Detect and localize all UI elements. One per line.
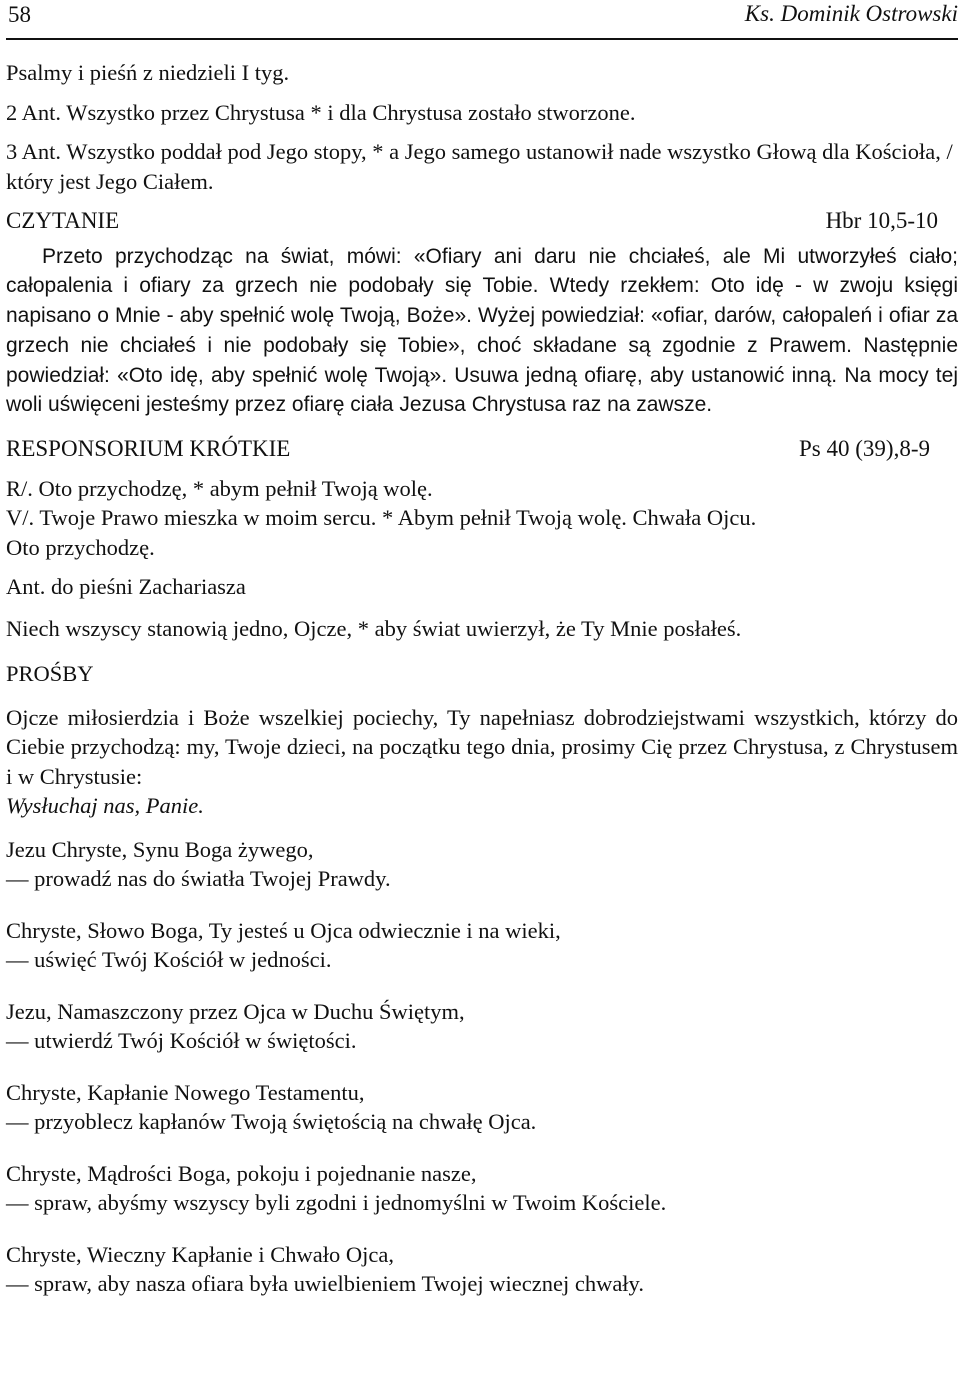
- antiphon-3: 3 Ant. Wszystko poddał pod Jego stopy, * a Jego samego ustanowił nade wszystko Głową dla Kościoła, / który jest Jego Ciałem.: [6, 139, 953, 194]
- intercession-answer: — uświęć Twój Kościół w jedności.: [6, 947, 332, 973]
- responsory-closing: Oto przychodzę.: [6, 534, 155, 560]
- intercessions-intro: Ojcze miłosierdzia i Boże wszelkiej pociechy, Ty napełniasz dobrodziejstwami wszystkich, którzy do Ciebie przychodzą: my, Twoje dzieci, na początku tego dnia, prosimy Cię przez Chrystusa, z Chrystusem i w Chrystusie:: [6, 704, 958, 789]
- reading-heading-row: [6, 206, 958, 236]
- intercession-call: Chryste, Mądrości Boga, pokoju i pojednanie nasze,: [6, 1160, 477, 1186]
- page-content: [6, 58, 958, 1299]
- page-header: [6, 0, 958, 40]
- intercession-item: [6, 1240, 958, 1299]
- intercession-answer: — prowadź nas do światła Twojej Prawdy.: [6, 866, 391, 892]
- intercession-call: Jezu Chryste, Synu Boga żywego,: [6, 836, 314, 862]
- intercession-answer: — przyoblecz kapłanów Twoją świętością na chwałę Ojca.: [6, 1109, 537, 1135]
- intercessions-heading: PROŚBY: [6, 661, 94, 687]
- intercession-call: Chryste, Wieczny Kapłanie i Chwało Ojca,: [6, 1241, 394, 1267]
- reading-heading: CZYTANIE: [6, 208, 120, 233]
- intercession-answer: — spraw, aby nasza ofiara była uwielbieniem Twojej wiecznej chwały.: [6, 1271, 644, 1297]
- intercession-item: [6, 835, 958, 894]
- intercession-item: [6, 1078, 958, 1137]
- intercession-item: [6, 1159, 958, 1218]
- antiphon-2: 2 Ant. Wszystko przez Chrystusa * i dla Chrystusa zostało stworzone.: [6, 99, 636, 125]
- reading-reference: Hbr 10,5-10: [825, 208, 938, 233]
- intercession-item: [6, 916, 958, 975]
- intercession-call: Chryste, Kapłanie Nowego Testamentu,: [6, 1079, 365, 1105]
- responsory-v-line: V/. Twoje Prawo mieszka w moim sercu. * Abym pełnił Twoją wolę. Chwała Ojcu.: [6, 505, 757, 531]
- benedictus-heading: Ant. do pieśni Zachariasza: [6, 574, 246, 600]
- intercession-call: Chryste, Słowo Boga, Ty jesteś u Ojca odwiecznie i na wieki,: [6, 917, 561, 943]
- intercession-answer: — spraw, abyśmy wszyscy byli zgodni i jednomyślni w Twoim Kościele.: [6, 1190, 667, 1216]
- psalms-note: Psalmy i pieśń z niedzieli I tyg.: [6, 60, 290, 85]
- intercessions-response: Wysłuchaj nas, Panie.: [6, 793, 204, 819]
- page-number: 58: [8, 2, 31, 27]
- running-head: Ks. Dominik Ostrowski: [744, 1, 958, 26]
- responsory-r-line: R/. Oto przychodzę, * abym pełnił Twoją wolę.: [6, 475, 433, 501]
- reading-text: Przeto przychodząc na świat, mówi: «Ofiary ani daru nie chciałeś, ale Mi utworzyłeś ciało; całopalenia i ofiary za grzech nie podobały się Tobie. Wtedy rzekłem: Oto idę - w zwoju księgi napisano o Mnie - aby spełnić wolę Twoją, Boże». Wyżej powiedział: «ofiar, darów, całopaleń i ofiar za grzech nie chciałeś i nie podobały się Tobie», choć składane są zgodnie z Prawem. Następnie powiedział: «Oto idę, aby spełnić wolę Twoją». Usuwa jedną ofiarę, aby ustanowić inną. Na mocy tej woli uświęceni jesteśmy przez ofiarę ciała Jezusa Chrystusa raz na zawsze.: [6, 244, 958, 417]
- intercession-item: [6, 997, 958, 1056]
- responsory-heading-row: [6, 434, 958, 464]
- benedictus-antiphon: Niech wszyscy stanowią jedno, Ojcze, * aby świat uwierzył, że Ty Mnie posłałeś.: [6, 615, 742, 641]
- intercession-answer: — utwierdź Twój Kościół w świętości.: [6, 1028, 357, 1054]
- responsory-heading: RESPONSORIUM KRÓTKIE: [6, 436, 291, 462]
- intercession-call: Jezu, Namaszczony przez Ojca w Duchu Świętym,: [6, 998, 465, 1024]
- responsory-reference: Ps 40 (39),8-9: [799, 436, 930, 462]
